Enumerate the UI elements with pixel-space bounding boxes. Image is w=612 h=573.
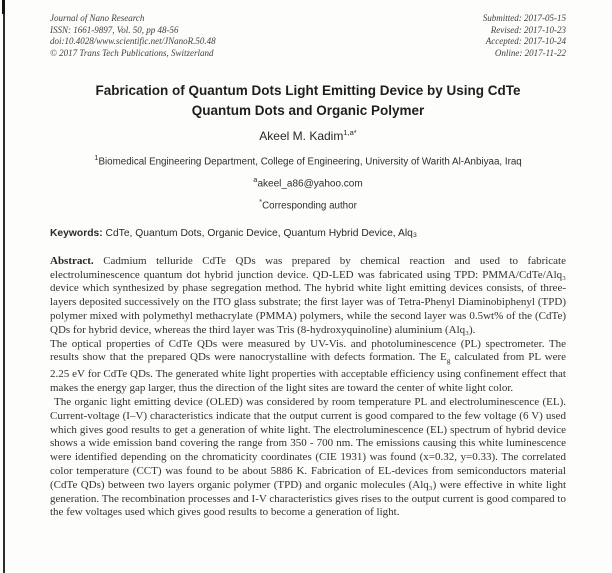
- abstract-paragraph-1: [50, 255, 566, 338]
- author-line: [50, 128, 566, 143]
- journal-doi: doi:10.4028/www.scientific.net/JNanoR.50.48: [50, 36, 216, 46]
- email-address: akeel_a86@yahoo.com: [257, 178, 363, 190]
- journal-info: [50, 13, 216, 59]
- accepted-date: Accepted: 2017-10-24: [485, 36, 566, 46]
- abstract-paragraph-1-text: Cadmium telluride CdTe QDs was prepared by chemical reaction and used to fabricate electroluminescence quantum dot hybrid junction device. QD-LED was fabricated using TPD: PMMA/CdTe/Alq₃ device which synthesized by phase segregation method. The hybrid white light emitting devices consists, of three-layers deposited successively on the ITO glass substrate; the first layer was of Tetra-Phenyl Diaminobiphenyl (TPD) polymer mixed with polymethyl methacrylate (PMMA) polymers, while the second layer was 0.5wt% of the (CdTe) QDs for hybrid device, whereas the third layer was Tris (8-hydroxyquinoline) aluminium (Alq₃).: [50, 254, 566, 336]
- abstract-label: Abstract.: [50, 254, 94, 267]
- abstract-paragraph-2-text-post: calculated from PL were 2.25 eV for CdTe QDs. The generated white light properties with acceptable efficiency using confinement effect that makes the energy gap larger, thus the direction of the light sites are toward the center of white light color.: [50, 351, 566, 395]
- abstract-paragraph-3: [50, 396, 566, 520]
- author-superscript: 1,a*: [343, 128, 357, 137]
- affiliation-text: Biomedical Engineering Department, College of Engineering, University of Warith Al-Anbiyaa, Iraq: [98, 156, 522, 168]
- page-header: [50, 13, 566, 59]
- submission-dates: [483, 13, 566, 59]
- keywords-line: [50, 228, 566, 239]
- scan-border-line: [3, 0, 5, 573]
- email-superscript: a: [253, 175, 258, 185]
- scan-border-cap: [2, 0, 5, 14]
- author-name: Akeel M. Kadim: [259, 129, 344, 143]
- journal-name: Journal of Nano Research: [50, 13, 145, 23]
- corresponding-text: Corresponding author: [262, 199, 357, 211]
- corresponding-superscript: *: [259, 196, 263, 206]
- keywords-list: CdTe, Quantum Dots, Organic Device, Quantum Hybrid Device, Alq₃: [102, 227, 418, 239]
- abstract-section: [50, 255, 566, 520]
- abstract-paragraph-2-text-pre: The optical properties of CdTe QDs were measured by UV-Vis. and photoluminescence (PL) spectrometer. The results show that the prepared QDs were nanocrystalline with defects formation. The E: [50, 337, 566, 364]
- energy-gap-subscript: g: [446, 356, 451, 366]
- keywords-label: Keywords:: [50, 227, 103, 239]
- email-line: [50, 175, 566, 189]
- affiliation-line: [50, 153, 566, 167]
- submitted-date: Submitted: 2017-05-15: [482, 13, 566, 23]
- journal-copyright: © 2017 Trans Tech Publications, Switzerland: [50, 47, 214, 58]
- online-date: Online: 2017-11-22: [494, 47, 566, 58]
- affiliation-superscript: 1: [94, 153, 99, 162]
- abstract-paragraph-3-text: The organic light emitting device (OLED) was considered by room temperature PL and electroluminescence (EL). Current-voltage (I–V) characteristics indicate that the output current is good compared to the few voltage (6 V) used which gives good results to get a generation of white light. The electroluminescence (EL) spectrum of hybrid device shows a wide emission band covering the range from 350 - 700 nm. The emissions causing this white luminescence were identified depending on the chromaticity coordinates (CIE 1931) was found (x=0.32, y=0.33). The correlated color temperature (CCT) was found to be about 5886 K. Fabrication of EL-devices from semiconductors material (CdTe QDs) between two layers organic polymer (TPD) and organic molecules (Alq₃) were effective in white light generation. The recombination processes and I-V characteristics gives rises to the output current is good compared to the few voltages used which gives good results to become a generation of light.: [50, 396, 566, 519]
- paper-title: Fabrication of Quantum Dots Light Emitting Device by Using CdTe Quantum Dots and Organic Polymer: [95, 83, 521, 118]
- corresponding-author-note: [50, 197, 566, 211]
- revised-date: Revised: 2017-10-23: [490, 24, 566, 35]
- journal-issn-volume: ISSN: 1661-9897, Vol. 50, pp 48-56: [50, 24, 179, 35]
- abstract-paragraph-2: [50, 338, 566, 396]
